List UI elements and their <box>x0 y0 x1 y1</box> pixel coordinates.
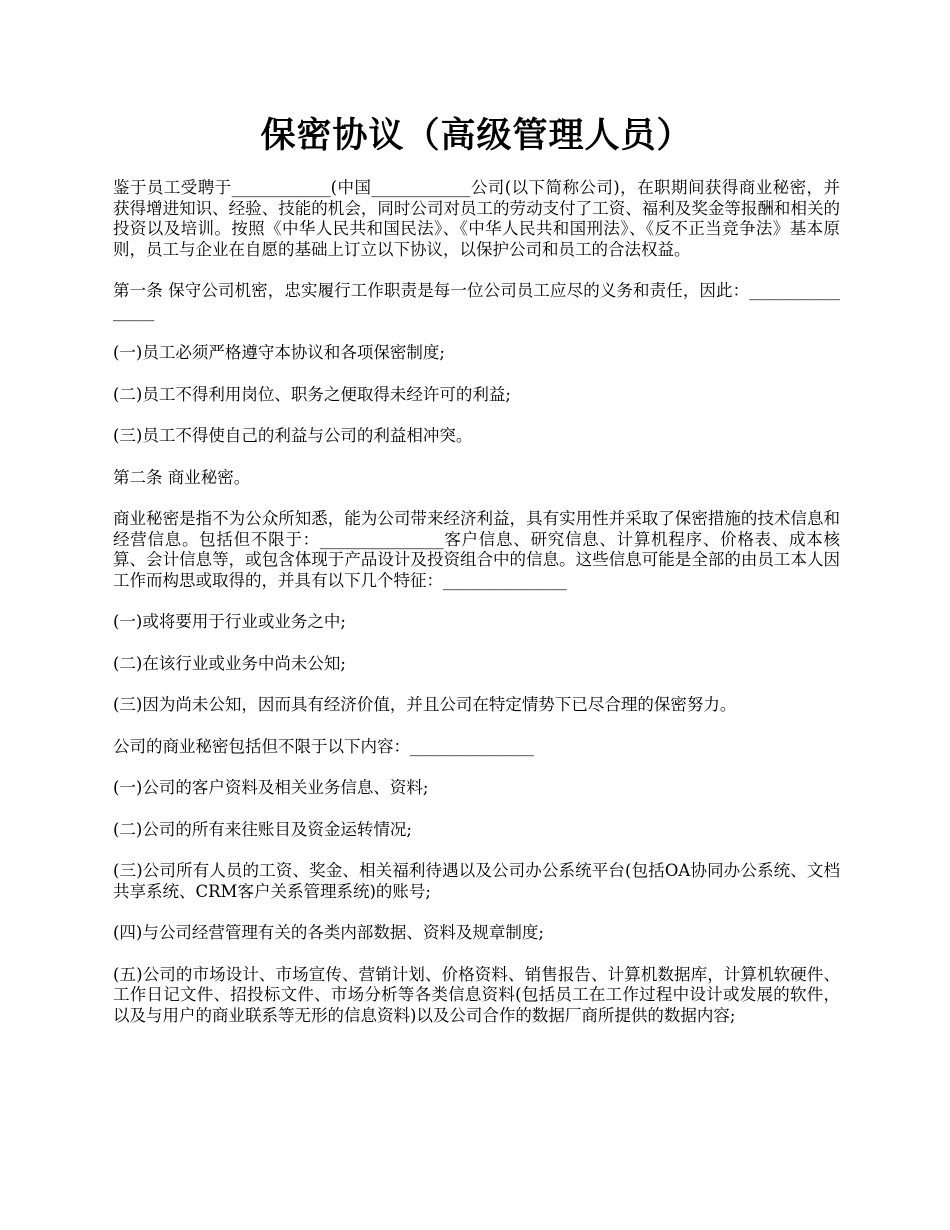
trade-secret-scope-intro: 公司的商业秘密包括但不限于以下内容：_______________ <box>113 736 534 756</box>
scope-item-1: (一)公司的客户资料及相关业务信息、资料; <box>113 778 429 797</box>
article-1-heading: 第一条 保守公司机密，忠实履行工作职责是每一位公司员工应尽的义务和责任，因此：________________ <box>113 281 840 321</box>
scope-item-4: (四)与公司经营管理有关的各类内部数据、资料及规章制度; <box>113 923 544 942</box>
article-1-item-1: (一)员工必须严格遵守本协议和各项保密制度; <box>113 343 445 362</box>
article-2-heading: 第二条 商业秘密。 <box>113 467 251 487</box>
scope-item-5: (五)公司的市场设计、市场宣传、营销计划、价格资料、销售报告、计算机数据库，计算机软硬件、工作日记文件、招投标文件、市场分析等各类信息资料(包括员工在工作过程中设计或发展的软件，以及与用户的商业联系等无形的信息资料)以及公司合作的数据厂商所提供的数据内容; <box>113 964 840 1025</box>
scope-item-2: (二)公司的所有来往账目及资金运转情况; <box>113 819 412 839</box>
article-1-item-3: (三)员工不得使自己的利益与公司的利益相冲突。 <box>113 426 473 445</box>
feature-item-2: (二)在该行业或业务中尚未公知; <box>113 653 346 673</box>
article-1-item-2: (二)员工不得利用岗位、职务之便取得未经许可的利益; <box>113 384 511 404</box>
scope-item-3: (三)公司所有人员的工资、奖金、相关福利待遇以及公司办公系统平台(包括OA协同办公系统、文档共享系统、CRM客户关系管理系统)的账号; <box>113 861 840 901</box>
document-page <box>113 108 840 1047</box>
preamble-paragraph: 鉴于员工受聘于____________(中国____________公司(以下简称公司)，在职期间获得商业秘密，并获得增进知识、经验、技能的机会，同时公司对员工的劳动支付了工资、福利及奖金等报酬和相关的投资以及培训。按照《中华人民共和国民法》、《中华人民共和国刑法》、《反不正当竞争法》基本原则，员工与企业在自愿的基础上订立以下协议，以保护公司和员工的合法权益。 <box>113 178 840 259</box>
trade-secret-definition: 商业秘密是指不为公众所知悉，能为公司带来经济利益，具有实用性并采取了保密措施的技术信息和经营信息。包括但不限于：_______________客户信息、研究信息、计算机程序、价格表、成本核算、会计信息等，或包含体现于产品设计及投资组合中的信息。这些信息可能是全部的由员工本人因工作而构思或取得的，并具有以下几个特征：_______________ <box>113 509 840 590</box>
feature-item-3: (三)因为尚未公知，因而具有经济价值，并且公司在特定情势下已尽合理的保密努力。 <box>113 695 737 714</box>
feature-item-1: (一)或将要用于行业或业务之中; <box>113 612 346 631</box>
document-title: 保密协议（高级管理人员） <box>260 115 693 156</box>
